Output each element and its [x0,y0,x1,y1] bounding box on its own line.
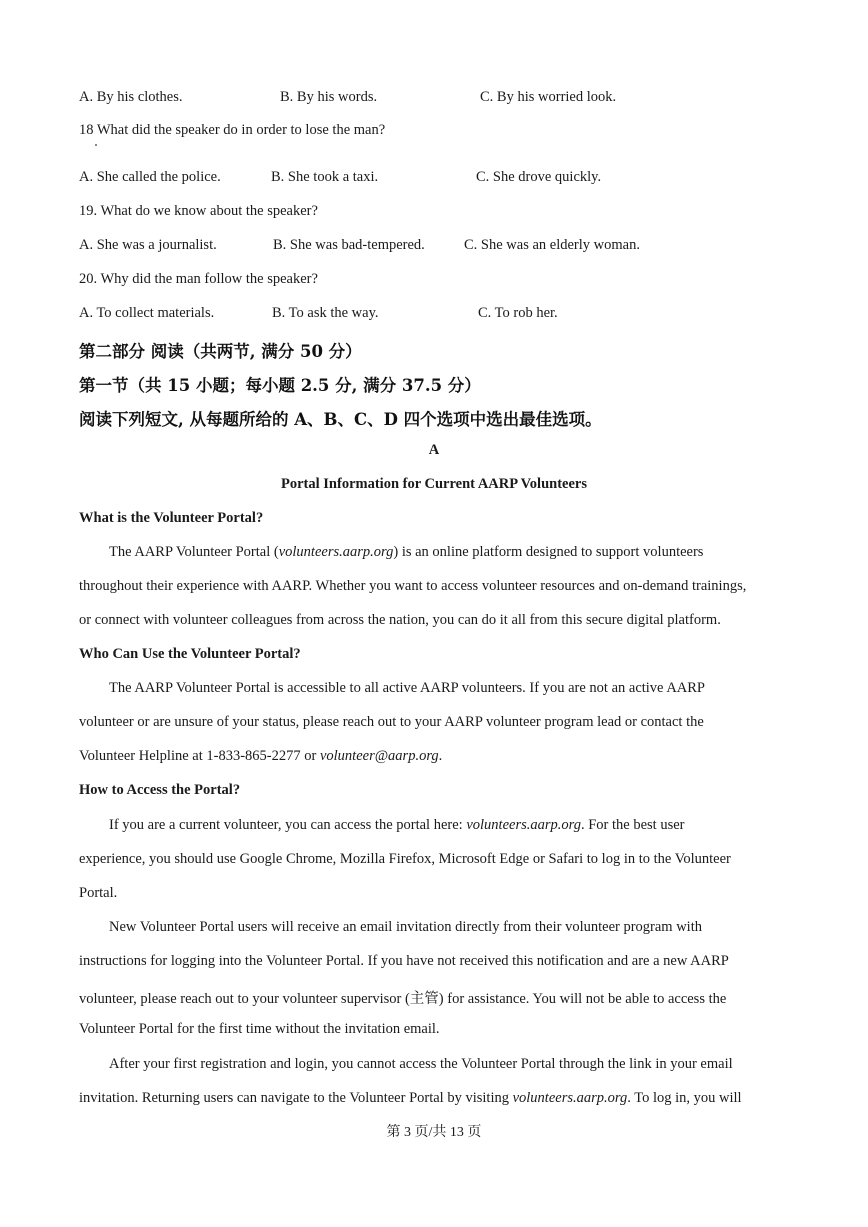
q20-option-a: A. To collect materials. [79,305,215,321]
q18-option-c: C. She drove quickly. [476,169,602,185]
portal-url: volunteers.aarp.org [512,1090,628,1106]
p3-line1: If you are a current volunteer, you can access the portal here: volunteers.aarp.org. For the best user [109,817,685,833]
q19-option-a: A. She was a journalist. [79,237,217,253]
p1-line1: The AARP Volunteer Portal (volunteers.aarp.org) is an online platform designed to support volunteers [109,544,704,560]
p2-line1: The AARP Volunteer Portal is accessible to all active AARP volunteers. If you are not an active AARP [109,680,706,696]
q20-question: 20. Why did the man follow the speaker? [79,271,318,287]
p3-line2: experience, you should use Google Chrome, Mozilla Firefox, Microsoft Edge or Safari to log in to the Volunteer [79,851,731,867]
p5-line1: After your first registration and login, you cannot access the Volunteer Portal through the link in your email [109,1056,733,1072]
q18-option-a: A. She called the police. [79,169,221,185]
heading-what-is-portal: What is the Volunteer Portal? [79,510,264,526]
p2-line2: volunteer or are unsure of your status, please reach out to your AARP volunteer program lead or contact the [79,714,704,730]
q19-option-c: C. She was an elderly woman. [464,237,640,253]
p2-line3: Volunteer Helpline at 1-833-865-2277 or volunteer@aarp.org. [79,748,443,764]
q18-option-b: B. She took a taxi. [271,169,379,185]
p1-line3: or connect with volunteer colleagues from across the nation, you can do it all from this secure digital platform. [79,612,721,628]
portal-url: volunteers.aarp.org [278,544,394,560]
q19-question: 19. What do we know about the speaker? [79,203,318,219]
heading-how-to-access: How to Access the Portal? [79,782,241,798]
part-two-heading: 第二部分 阅读（共两节, 满分 50 分） [79,342,362,361]
q20-option-c: C. To rob her. [478,305,558,321]
p1-line2: throughout their experience with AARP. Whether you want to access volunteer resources and on-demand trainings, [79,578,747,594]
q19-option-b: B. She was bad-tempered. [273,237,425,253]
passage-letter: A [428,442,440,458]
helpline-email: volunteer@aarp.org [319,748,439,764]
q17-option-c: C. By his worried look. [480,89,617,105]
heading-who-can-use: Who Can Use the Volunteer Portal? [79,646,301,662]
reading-instruction: 阅读下列短文, 从每题所给的 A、B、C、D 四个选项中选出最佳选项。 [79,410,602,429]
p4-line3: volunteer, please reach out to your volunteer supervisor (主管) for assistance. You will not be able to access the [79,991,727,1007]
portal-url: volunteers.aarp.org [466,817,581,833]
passage-title: Portal Information for Current AARP Volunteers [281,476,587,492]
q20-option-b: B. To ask the way. [272,305,379,321]
q17-option-a: A. By his clothes. [79,89,183,105]
p4-line4: Volunteer Portal for the first time without the invitation email. [79,1021,440,1037]
page-number: 第 3 页/共 13 页 [386,1125,482,1140]
p5-line2: invitation. Returning users can navigate to the Volunteer Portal by visiting volunteers.aarp.org. To log in, you will [79,1090,742,1106]
p3-line3: Portal. [79,885,118,901]
section-one-heading: 第一节（共 15 小题；每小题 2.5 分, 满分 37.5 分） [79,376,481,395]
p4-line1: New Volunteer Portal users will receive an email invitation directly from their volunteer program with [109,919,702,935]
p4-line2: instructions for logging into the Volunteer Portal. If you have not received this notification and are a new AARP [79,953,729,969]
scan-speck [95,144,97,146]
q17-option-b: B. By his words. [280,89,378,105]
q18-question: 18 What did the speaker do in order to lose the man? [79,122,386,138]
